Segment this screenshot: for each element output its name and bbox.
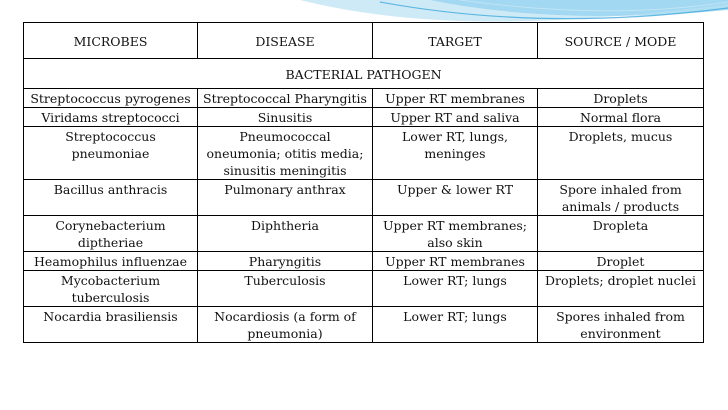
group-row xyxy=(24,59,704,89)
group-label: BACTERIAL PATHOGEN xyxy=(24,59,704,89)
table-row xyxy=(24,108,704,127)
source-mode-cell: Droplets xyxy=(538,89,704,108)
source-mode-cell: Normal flora xyxy=(538,108,704,127)
column-header: MICROBES xyxy=(24,23,198,59)
microbe-cell: Nocardia brasiliensis xyxy=(24,307,198,343)
table-row xyxy=(24,252,704,271)
table-row xyxy=(24,216,704,252)
table-row xyxy=(24,271,704,307)
target-cell: Upper RT membranes xyxy=(373,252,538,271)
target-cell: Upper RT membranes xyxy=(373,89,538,108)
column-header: DISEASE xyxy=(198,23,373,59)
table-body xyxy=(24,23,704,343)
disease-cell: Sinusitis xyxy=(198,108,373,127)
source-mode-cell: Spore inhaled from animals / products xyxy=(538,180,704,216)
source-mode-cell: Dropleta xyxy=(538,216,704,252)
target-cell: Lower RT; lungs xyxy=(373,271,538,307)
target-cell: Upper & lower RT xyxy=(373,180,538,216)
disease-cell: Streptococcal Pharyngitis xyxy=(198,89,373,108)
column-header: SOURCE / MODE xyxy=(538,23,704,59)
disease-cell: Tuberculosis xyxy=(198,271,373,307)
disease-cell: Nocardiosis (a form of pneumonia) xyxy=(198,307,373,343)
disease-cell: Pneumococcal oneumonia; otitis media; sinusitis meningitis xyxy=(198,127,373,180)
header-row xyxy=(24,23,704,59)
table-row xyxy=(24,89,704,108)
table-row xyxy=(24,127,704,180)
source-mode-cell: Droplets, mucus xyxy=(538,127,704,180)
source-mode-cell: Spores inhaled from environment xyxy=(538,307,704,343)
microbe-cell: Viridams streptococci xyxy=(24,108,198,127)
target-cell: Upper RT membranes; also skin xyxy=(373,216,538,252)
source-mode-cell: Droplet xyxy=(538,252,704,271)
disease-cell: Diphtheria xyxy=(198,216,373,252)
target-cell: Lower RT; lungs xyxy=(373,307,538,343)
microbe-cell: Heamophilus influenzae xyxy=(24,252,198,271)
target-cell: Lower RT, lungs, meninges xyxy=(373,127,538,180)
target-cell: Upper RT and saliva xyxy=(373,108,538,127)
microbe-cell: Streptococcus pyrogenes xyxy=(24,89,198,108)
bacterial-pathogen-table xyxy=(23,22,704,343)
column-header: TARGET xyxy=(373,23,538,59)
microbe-cell: Mycobacterium tuberculosis xyxy=(24,271,198,307)
microbe-cell: Corynebacterium diptheriae xyxy=(24,216,198,252)
table-row xyxy=(24,307,704,343)
table-row xyxy=(24,180,704,216)
disease-cell: Pharyngitis xyxy=(198,252,373,271)
microbe-cell: Bacillus anthracis xyxy=(24,180,198,216)
source-mode-cell: Droplets; droplet nuclei xyxy=(538,271,704,307)
microbe-cell: Streptococcus pneumoniae xyxy=(24,127,198,180)
disease-cell: Pulmonary anthrax xyxy=(198,180,373,216)
